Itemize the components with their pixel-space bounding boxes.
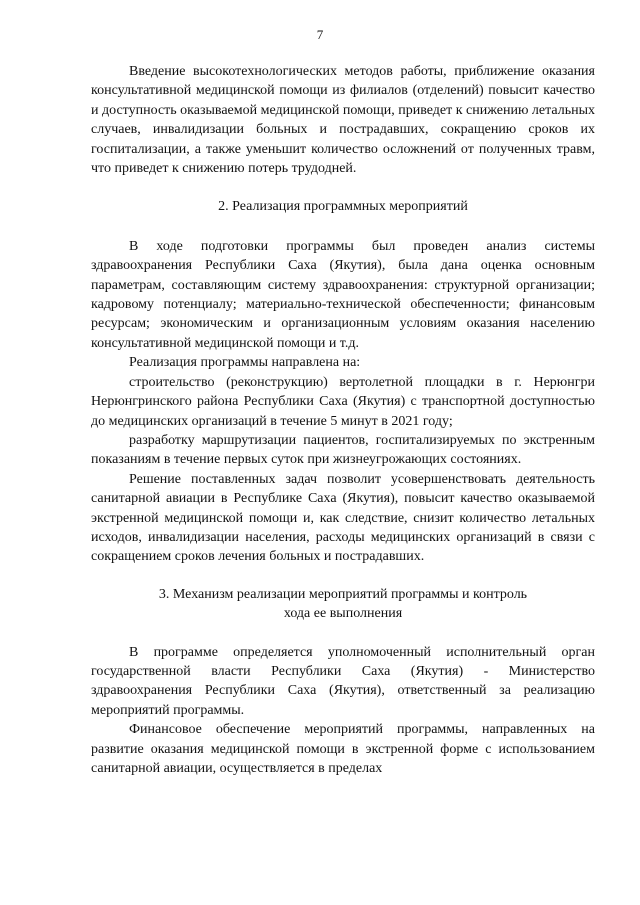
section-3-heading-line-1: 3. Механизм реализации мероприятий программы и контроль — [158, 586, 528, 602]
spacer — [91, 567, 595, 585]
section-2-heading: 2. Реализация программных мероприятий — [218, 199, 468, 215]
section-2-paragraph-outcome: Решение поставленных задач позволит усовершенствовать деятельность санитарной авиации в Республике Саха (Якутия), повысит качество оказываемой экстренной медицинской помощи и, как следствие, снизит количество летальных исходов, инвалидизации населения, расходы медицинских организаций в связи с сокращением сроков лечения больных и пострадавших. — [91, 471, 595, 565]
spacer — [91, 178, 595, 197]
page-number: 7 — [316, 27, 324, 42]
spacer — [91, 624, 595, 643]
section-2-paragraph-helipad: строительство (реконструкцию) вертолетной площадки в г. Нерюнгри Нерюнгринского района Республики Саха (Якутия) с транспортной доступностью до медицинских организаций в течение 5 минут в 2021 году; — [91, 374, 595, 429]
section-3-paragraph-authority: В программе определяется уполномоченный исполнительный орган государственной власти Республики Саха (Якутия) - Министерство здравоохранения Республики Саха (Якутия), ответственный за реализацию мероприятий программы. — [91, 644, 595, 718]
intro-paragraph: Введение высокотехнологических методов работы, приближение оказания консультативной медицинской помощи из филиалов (отделений) повысит качество и доступность оказываемой медицинской помощи, приведет к снижению летальных случаев, инвалидизации больных и пострадавших, сокращению сроков их госпитализации, а также уменьшит количество осложнений от полученных травм, что приведет к снижению потерь трудодней. — [91, 64, 595, 177]
section-2-paragraph-routing: разработку маршрутизации пациентов, госпитализируемых по экстренным показаниям в течение первых суток при жизнеугрожающих состояниях. — [91, 432, 595, 468]
section-3-heading-line-2: хода ее выполнения — [283, 606, 403, 622]
section-2-paragraph-directions: Реализация программы направлена на: — [129, 355, 361, 371]
page-content — [91, 62, 595, 778]
section-2-paragraph-analysis: В ходе подготовки программы был проведен анализ системы здравоохранения Республики Саха (Якутия), была дана оценка основным параметрам, составляющим систему здравоохранения: структурной организации; кадровому потенциалу; материально-технической обеспеченности; финансовым ресурсам; экономическим и организационным условиям оказания населению консультативной медицинской помощи и т.д. — [91, 238, 595, 351]
spacer — [91, 217, 595, 237]
section-3-paragraph-financing: Финансовое обеспечение мероприятий программы, направленных на развитие оказания медицинской помощи в экстренной форме с использованием санитарной авиации, осуществляется в пределах — [91, 722, 595, 776]
